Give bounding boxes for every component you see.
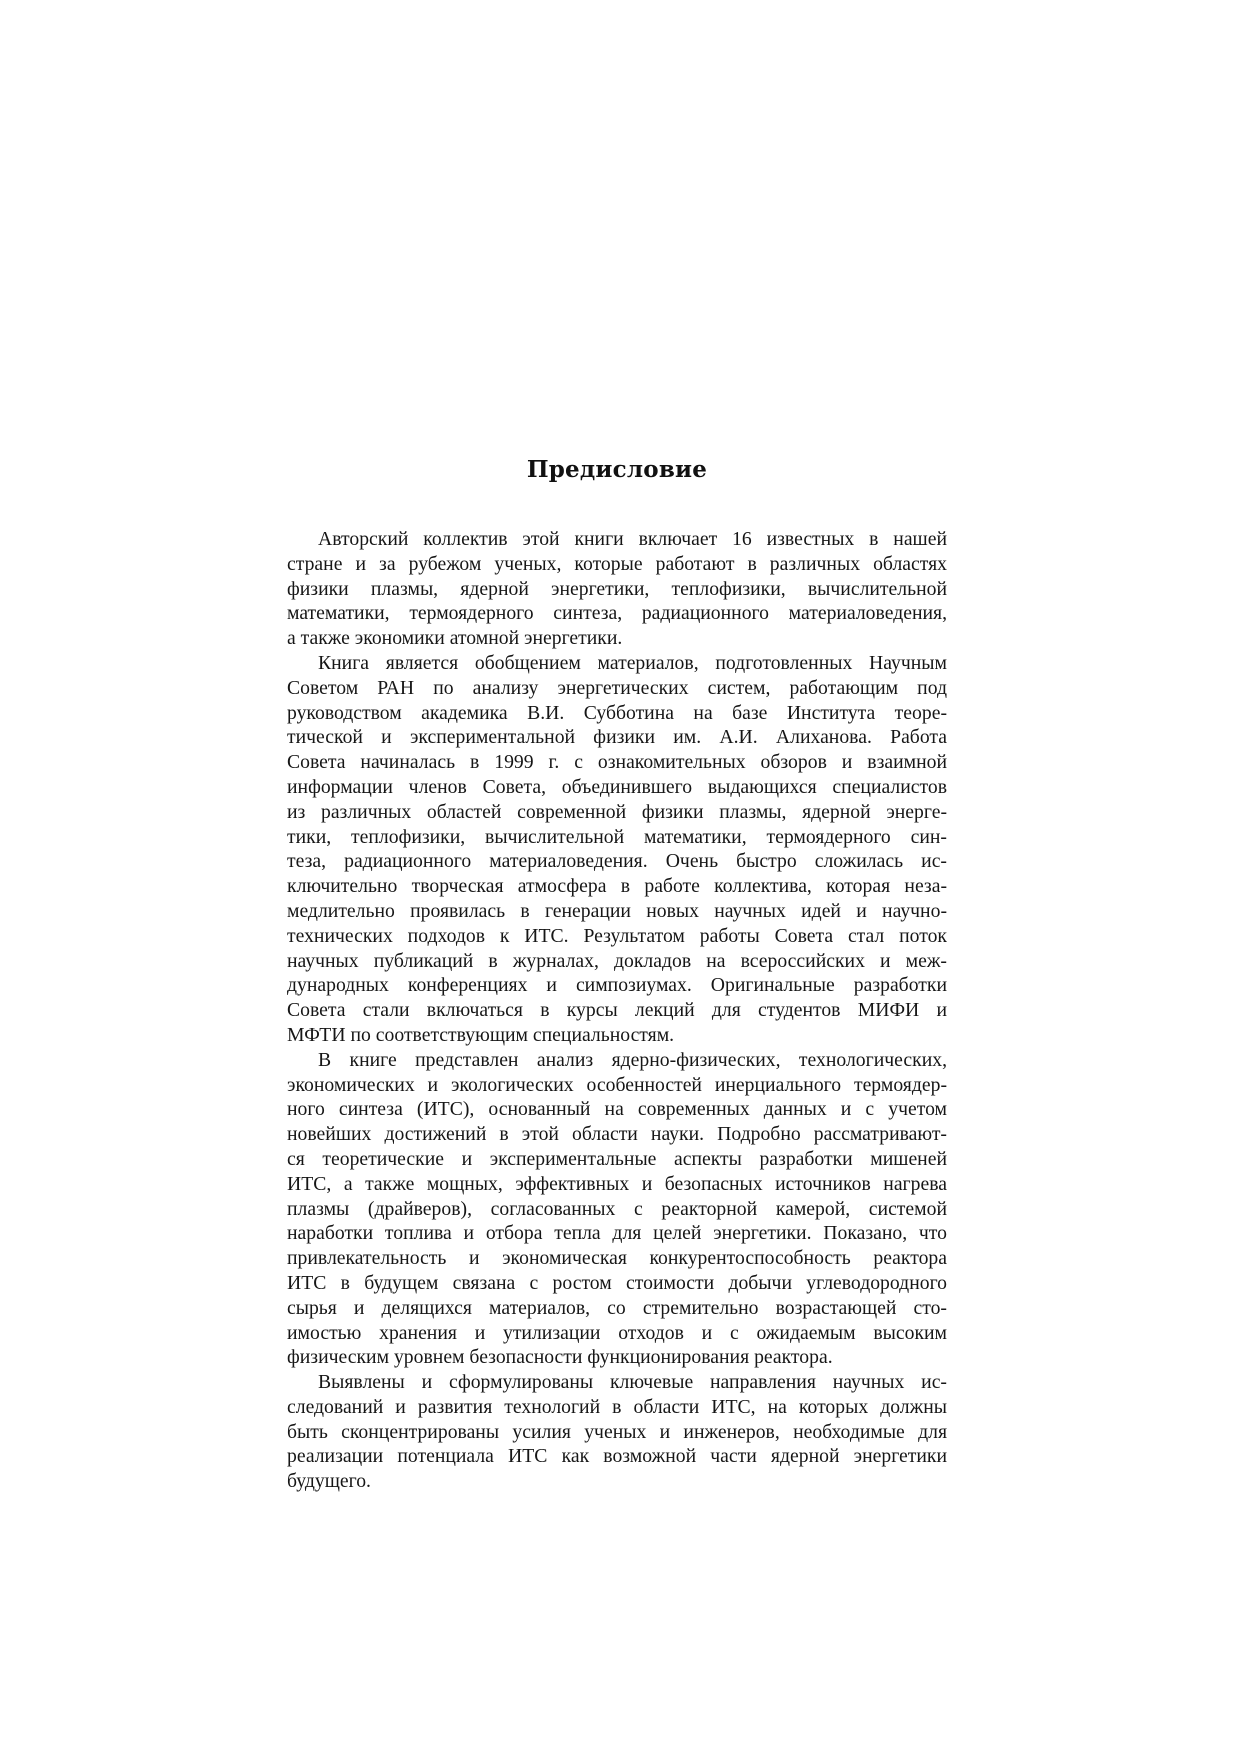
text-line: Совета начиналась в 1999 г. с ознакомительных обзоров и взаимной <box>287 751 947 774</box>
text-line: привлекательность и экономическая конкурентоспособность реактора <box>287 1247 947 1270</box>
text-line: новейших достижений в этой области науки. Подробно рассматривают- <box>287 1123 947 1146</box>
paragraph <box>287 1370 947 1494</box>
text-line: В книге представлен анализ ядерно-физических, технологических, <box>318 1048 947 1071</box>
text-line: ся теоретические и экспериментальные аспекты разработки мишеней <box>287 1147 947 1170</box>
paragraph <box>287 527 947 651</box>
text-line: информации членов Совета, объединившего выдающихся специалистов <box>287 775 947 798</box>
text-line: ключительно творческая атмосфера в работе коллектива, которая неза- <box>287 875 947 898</box>
paragraph <box>287 1048 947 1370</box>
text-line: МФТИ по соответствующим специальностям. <box>287 1023 675 1046</box>
text-line: а также экономики атомной энергетики. <box>287 627 623 650</box>
text-line: из различных областей современной физики плазмы, ядерной энерге- <box>287 800 947 823</box>
text-line: медлительно проявилась в генерации новых научных идей и научно- <box>287 899 947 922</box>
text-line: следований и развития технологий в области ИТС, на которых должны <box>287 1395 947 1418</box>
text-line: ного синтеза (ИТС), основанный на современных данных и с учетом <box>287 1098 947 1121</box>
text-line: тической и экспериментальной физики им. А.И. Алиханова. Работа <box>287 726 947 749</box>
text-line: реализации потенциала ИТС как возможной части ядерной энергетики <box>287 1445 947 1468</box>
text-line: стране и за рубежом ученых, которые работают в различных областях <box>287 552 947 575</box>
text-line: экономических и экологических особенностей инерциального термоядер- <box>287 1073 947 1096</box>
text-line: Авторский коллектив этой книги включает 16 известных в нашей <box>318 528 947 550</box>
preface-body <box>287 527 947 1494</box>
text-line: ИТС, а также мощных, эффективных и безопасных источников нагрева <box>287 1172 947 1195</box>
text-line: физики плазмы, ядерной энергетики, теплофизики, вычислительной <box>287 577 947 600</box>
text-line: будущего. <box>287 1470 371 1493</box>
text-line: ИТС в будущем связана с ростом стоимости добычи углеводородного <box>287 1271 947 1294</box>
text-line: Выявлены и сформулированы ключевые направления научных ис- <box>318 1371 947 1394</box>
paragraph <box>287 651 947 1048</box>
text-line: имостью хранения и утилизации отходов и с ожидаемым высоким <box>287 1321 947 1344</box>
text-line: Книга является обобщением материалов, подготовленных Научным <box>318 651 947 674</box>
text-line: Совета стали включаться в курсы лекций для студентов МИФИ и <box>287 999 947 1022</box>
page-title: Предисловие <box>526 456 708 483</box>
text-line: плазмы (драйверов), согласованных с реакторной камерой, системой <box>287 1197 947 1220</box>
text-line: физическим уровнем безопасности функционирования реактора. <box>287 1346 833 1369</box>
text-line: дународных конференциях и симпозиумах. Оригинальные разработки <box>287 974 947 997</box>
text-line: быть сконцентрированы усилия ученых и инженеров, необходимые для <box>287 1420 947 1443</box>
text-line: наработки топлива и отбора тепла для целей энергетики. Показано, что <box>287 1222 947 1245</box>
text-line: тики, теплофизики, вычислительной математики, термоядерного син- <box>287 825 947 848</box>
text-line: математики, термоядерного синтеза, радиационного материаловедения, <box>287 602 947 625</box>
text-line: теза, радиационного материаловедения. Очень быстро сложилась ис- <box>287 850 947 873</box>
text-line: научных публикаций в журналах, докладов на всероссийских и меж- <box>287 949 947 972</box>
text-line: Советом РАН по анализу энергетических систем, работающим под <box>287 676 947 699</box>
text-line: сырья и делящихся материалов, со стремительно возрастающей сто- <box>287 1296 947 1319</box>
text-line: руководством академика В.И. Субботина на базе Института теоре- <box>287 701 947 724</box>
text-line: технических подходов к ИТС. Результатом работы Совета стал поток <box>287 924 947 947</box>
